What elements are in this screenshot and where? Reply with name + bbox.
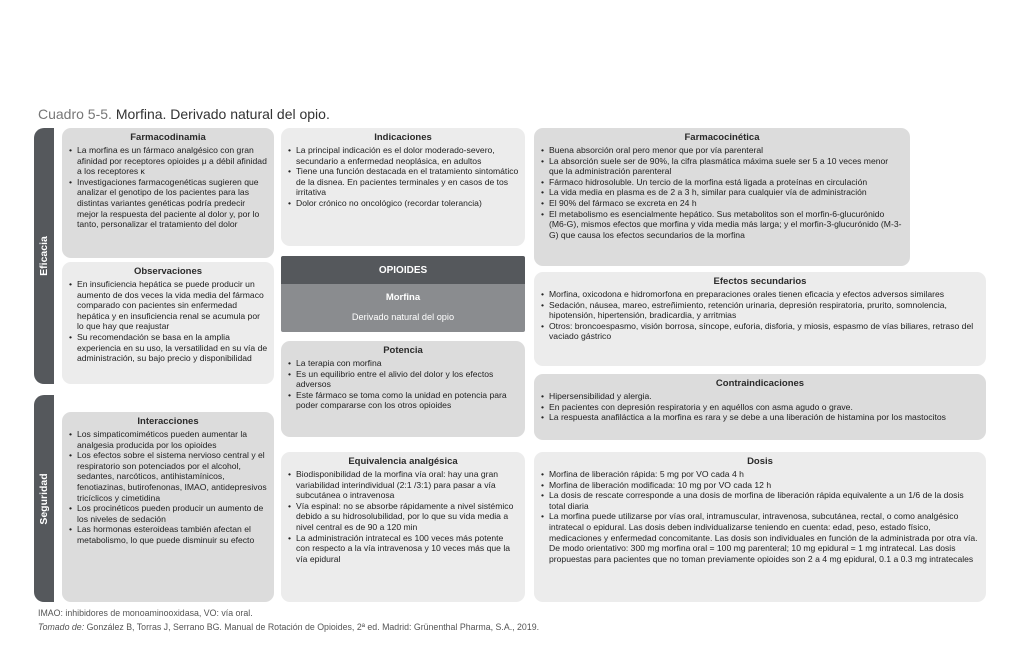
panel-header: Equivalencia analgésica xyxy=(348,456,458,467)
equivalencia-panel xyxy=(281,452,525,602)
bullet-item: • En insuficiencia hepática se puede producir un aumento de dos veces la vida media del fármaco comparado con pacientes sin enfermedad hepática y en insuficiencia renal se acumula por lo que hay que reajustar xyxy=(69,279,268,332)
bullet-item: • Fármaco hidrosoluble. Un tercio de la morfina está ligada a proteínas en circulación xyxy=(541,177,904,188)
panel-header: Interacciones xyxy=(137,416,199,427)
source-text: González B, Torras J, Serrano BG. Manual de Rotación de Opioides, 2ª ed. Madrid: Grünenthal Pharma, S.A., 2019. xyxy=(84,622,540,632)
side-label-seguridad: Seguridad xyxy=(34,395,54,602)
bullet-item: • Investigaciones farmacogenéticas sugieren que analizar el genotipo de los pacientes para las distintas variantes genéticas podría predecir mejor la respuesta del paciente al dolor y, por lo tanto, personalizar el tratamiento del dolor xyxy=(69,177,268,230)
contraindicaciones-panel xyxy=(534,374,986,440)
bullet-item: • La morfina puede utilizarse por vías oral, intramuscular, intravenosa, subcutánea, rectal, o como analgésico intratecal o epidural. Las dosis deben individualizarse teniendo en cuenta: edad, peso, estado físico, medicaciones y enfermedad concomitante. Las dosis son individuales en función de la administrada por otra vía. De modo orientativo: 300 mg morfina oral = 100 mg parenteral; 10 mg epidural = 1 mg intratecal. Las dosis propuestas para pacientes que no toman previamente opioides son 2 a 4 mg epidural, 0.1 a 0.3 mg intratecales xyxy=(541,511,980,564)
bullet-item: • Vía espinal: no se absorbe rápidamente a nivel sistémico debido a su hidrosolubilidad, por lo que su vida media a nivel central es de 90 a 120 min xyxy=(288,501,519,533)
side-label-eficacia: Eficacia xyxy=(34,128,54,384)
observaciones-panel xyxy=(62,262,274,384)
drug-subtitle: Derivado natural del opio xyxy=(351,312,455,322)
panel-header: Indicaciones xyxy=(374,132,432,143)
bullet-item: • La terapia con morfina xyxy=(288,358,519,369)
table-title-text: Morfina. Derivado natural del opio. xyxy=(115,106,330,122)
bullet-item: • El metabolismo es esencialmente hepático. Sus metabolitos son el morfin-6-glucurónido (M6-G), mismos efectos que morfina y vida media más larga; y el morfin-3-glucurónido (M-3-G) que causa los efectos secundarios de la morfina xyxy=(541,209,904,241)
dosis-panel xyxy=(534,452,986,602)
bullet-item: • Es un equilibrio entre el alivio del dolor y los efectos adversos xyxy=(288,369,519,390)
bullet-item: • Hipersensibilidad y alergia. xyxy=(541,391,980,402)
bullet-item: • Las hormonas esteroideas también afectan el metabolismo, lo que puede disminuir su efecto xyxy=(69,524,268,545)
bullet-item: • Buena absorción oral pero menor que por vía parenteral xyxy=(541,145,904,156)
panel-header: Farmacodinamia xyxy=(130,132,206,143)
opioides-body xyxy=(281,284,525,332)
opioides-header: OPIOIDES xyxy=(281,256,525,284)
bullet-item: • Su recomendación se basa en la amplia experiencia en su uso, la versatilidad en su vía de administración, su bajo precio y disponibilidad xyxy=(69,332,268,364)
bullet-item: • El 90% del fármaco se excreta en 24 h xyxy=(541,198,904,209)
bullet-item: • Este fármaco se toma como la unidad en potencia para poder compararse con los otros opioides xyxy=(288,390,519,411)
panel-header: Farmacocinética xyxy=(684,132,760,143)
table-title xyxy=(38,106,330,122)
bullet-item: • Los efectos sobre el sistema nervioso central y el respiratorio son potenciados por el alcohol, sedantes, narcóticos, antihistamínicos, fenotiazinas, butirofenonas, IMAO, antidepresivos tricíclicos y cimetidina xyxy=(69,450,268,503)
table-number: Cuadro 5-5. xyxy=(38,106,112,122)
bullet-item: • Sedación, náusea, mareo, estreñimiento, retención urinaria, depresión respiratoria, prurito, somnolencia, hipotensión, hipertensión, bradicardia, y arritmias xyxy=(541,300,980,321)
potencia-panel xyxy=(281,341,525,437)
bullet-item: • Morfina, oxicodona e hidromorfona en preparaciones orales tienen eficacia y efectos adversos similares xyxy=(541,289,980,300)
panel-header: Observaciones xyxy=(133,266,203,277)
bullet-item: • Los simpaticomiméticos pueden aumentar la analgesia producida por los opioides xyxy=(69,429,268,450)
footnote-abbreviations: IMAO: inhibidores de monoaminooxidasa, VO: vía oral. xyxy=(38,608,253,618)
farmacocinetica-panel xyxy=(534,128,910,266)
bullet-item: • La absorción suele ser de 90%, la cifra plasmática máxima suele ser 5 a 10 veces menor que la administración parenteral xyxy=(541,156,904,177)
bullet-item: • La respuesta anafiláctica a la morfina es rara y se debe a una liberación de histamina por los mastocitos xyxy=(541,412,980,423)
panel-header: Contraindicaciones xyxy=(715,378,805,389)
bullet-item: • Los procinéticos pueden producir un aumento de los niveles de sedación xyxy=(69,503,268,524)
indicaciones-panel xyxy=(281,128,525,246)
bullet-item: • Tiene una función destacada en el tratamiento sintomático de la disnea. En pacientes terminales y en casos de tos irritativa xyxy=(288,166,519,198)
source-label: Tomado de: xyxy=(38,622,85,632)
panel-header: Potencia xyxy=(383,345,423,356)
bullet-item: • Morfina de liberación modificada: 10 mg por VO cada 12 h xyxy=(541,480,980,491)
footnote-source xyxy=(38,622,539,632)
bullet-item: • Morfina de liberación rápida: 5 mg por VO cada 4 h xyxy=(541,469,980,480)
bullet-item: • Biodisponibilidad de la morfina vía oral: hay una gran variabilidad interindividual (2:1 /3:1) para pasar a vía subcutánea o intravenosa xyxy=(288,469,519,501)
bullet-item: • Dolor crónico no oncológico (recordar tolerancia) xyxy=(288,198,519,209)
bullet-item: • La principal indicación es el dolor moderado-severo, secundario a enfermedad neoplásica, en adultos xyxy=(288,145,519,166)
panel-header: Efectos secundarios xyxy=(713,276,807,287)
bullet-item: • En pacientes con depresión respiratoria y en aquéllos con asma agudo o grave. xyxy=(541,402,980,413)
farmacodinamia-panel xyxy=(62,128,274,258)
bullet-item: • La dosis de rescate corresponde a una dosis de morfina de liberación rápida equivalente a un 1/6 de la dosis total diaria xyxy=(541,490,980,511)
bullet-item: • La morfina es un fármaco analgésico con gran afinidad por receptores opioides μ a débil afinidad a los receptores κ xyxy=(69,145,268,177)
interacciones-panel xyxy=(62,412,274,602)
bullet-item: • Otros: broncoespasmo, visión borrosa, síncope, euforia, disforia, y miosis, espasmo de vías biliares, retraso del vaciado gástrico xyxy=(541,321,980,342)
panel-header: Dosis xyxy=(747,456,773,467)
efectos-panel xyxy=(534,272,986,366)
drug-name: Morfina xyxy=(385,292,421,303)
bullet-item: • La vida media en plasma es de 2 a 3 h, similar para cualquier vía de administración xyxy=(541,187,904,198)
bullet-item: • La administración intratecal es 100 veces más potente con respecto a la vía intravenosa y 10 veces más que la vía epidural xyxy=(288,533,519,565)
